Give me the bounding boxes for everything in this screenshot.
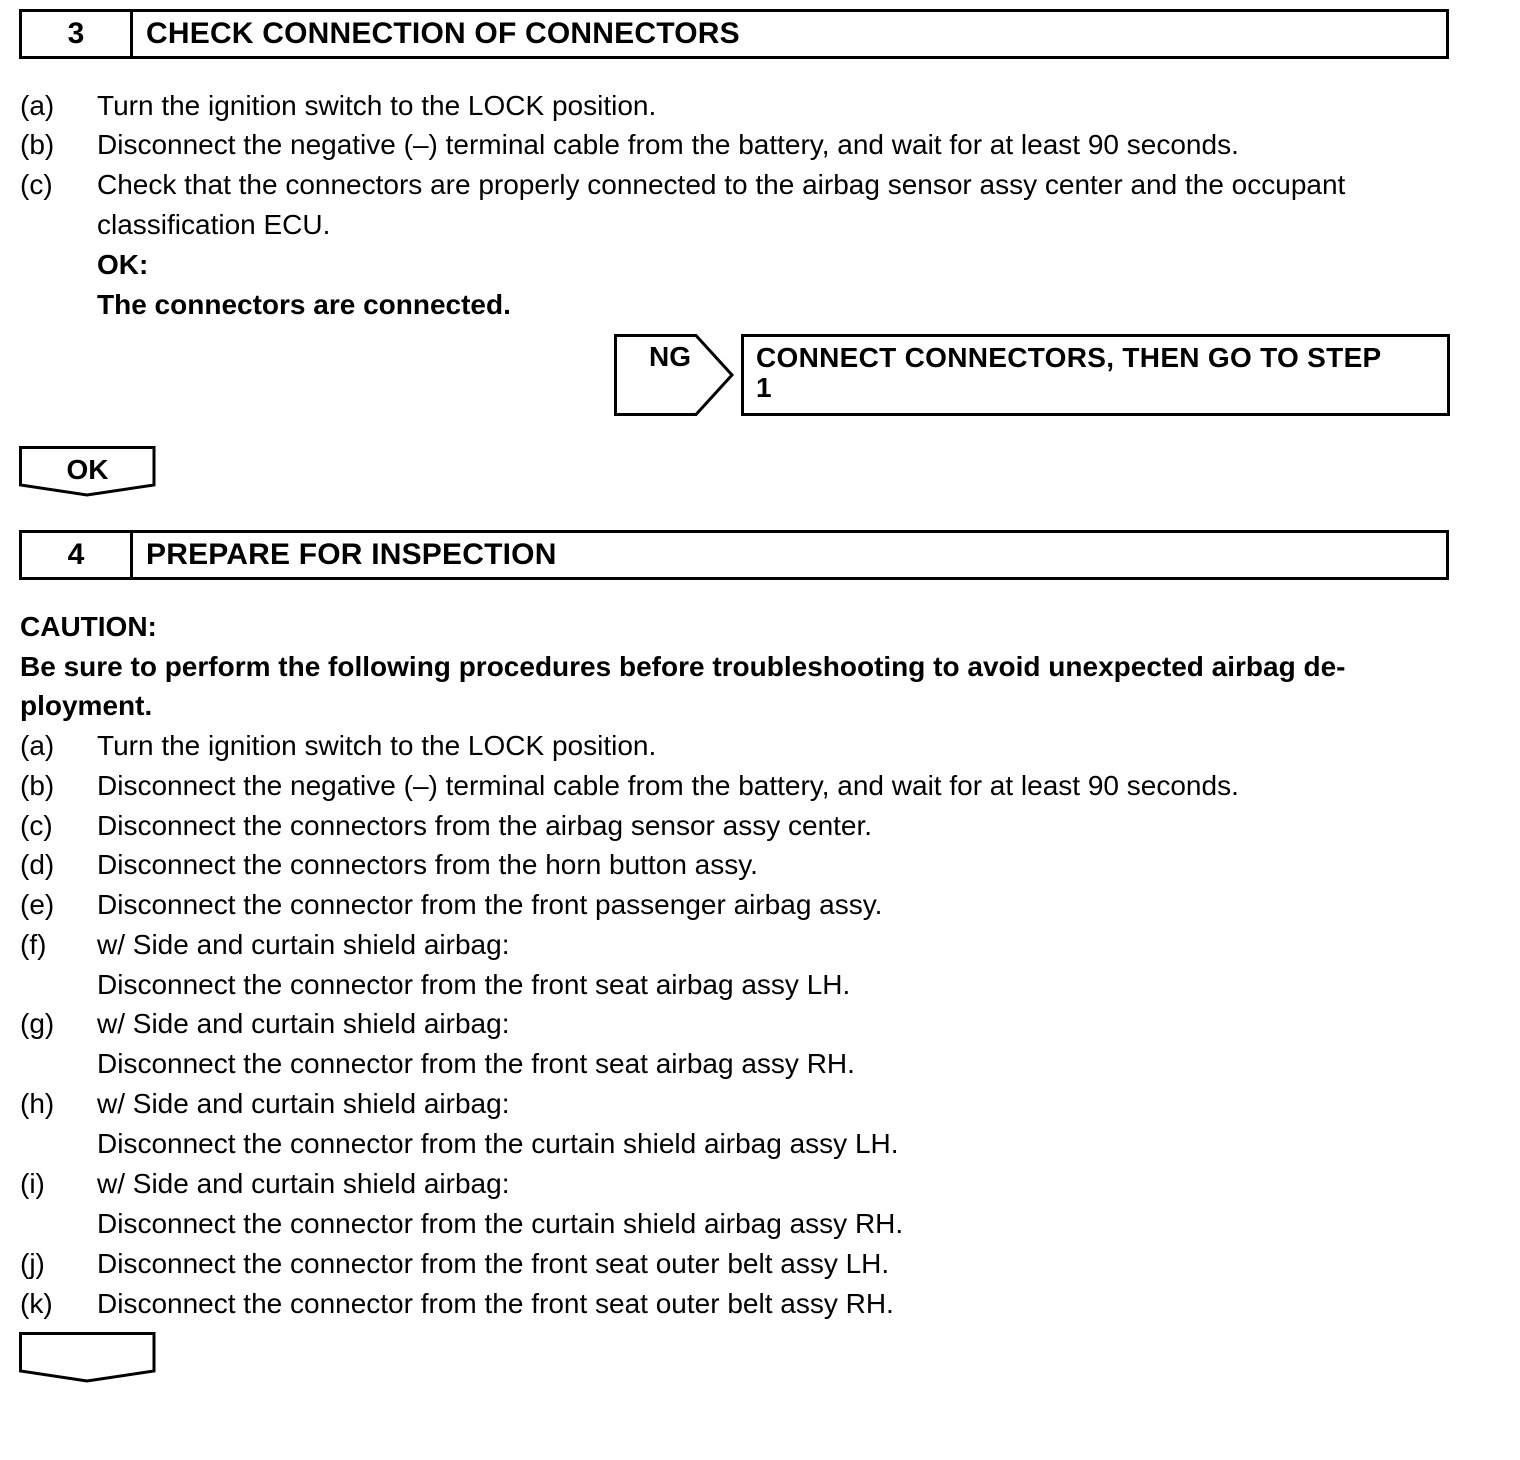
item-text: Disconnect the connectors from the horn button assy. — [97, 849, 758, 880]
step-4-header — [19, 530, 1449, 580]
item-text: Disconnect the connector from the front seat outer belt assy LH. — [97, 1248, 890, 1279]
item-label: (i) — [20, 1168, 45, 1199]
ng-tag: NG — [649, 341, 691, 372]
item-label: (k) — [20, 1288, 53, 1319]
item-text: Disconnect the connector from the front passenger airbag assy. — [97, 889, 883, 920]
item-text: w/ Side and curtain shield airbag: — [97, 1168, 510, 1199]
item-label: (j) — [20, 1248, 45, 1279]
ng-action-line: 1 — [756, 372, 772, 403]
item-text: Disconnect the negative (–) terminal cable from the battery, and wait for at least 90 seconds. — [97, 129, 1239, 160]
caution-text: Be sure to perform the following procedures before troubleshooting to avoid unexpected airbag de- — [20, 651, 1346, 682]
item-text: w/ Side and curtain shield airbag: — [97, 1008, 510, 1039]
ok-arrow-label: OK — [66, 454, 109, 485]
item-text-continued: classification ECU. — [97, 209, 331, 240]
item-text: w/ Side and curtain shield airbag: — [97, 1088, 510, 1119]
item-text: w/ Side and curtain shield airbag: — [97, 929, 510, 960]
item-label: (c) — [20, 810, 53, 841]
item-label: (a) — [20, 730, 55, 761]
ng-action-line: CONNECT CONNECTORS, THEN GO TO STEP — [756, 342, 1382, 373]
item-label: (c) — [20, 169, 53, 200]
ng-action-box — [741, 334, 1450, 416]
caution-text: ployment. — [20, 690, 153, 721]
next-down-arrow-icon — [19, 1332, 156, 1384]
item-text: Turn the ignition switch to the LOCK position. — [97, 90, 657, 121]
item-text: Turn the ignition switch to the LOCK position. — [97, 730, 657, 761]
item-label: (e) — [20, 889, 55, 920]
item-label: (b) — [20, 129, 55, 160]
step-number: 4 — [22, 533, 133, 577]
item-label: (f) — [20, 929, 47, 960]
item-label: (h) — [20, 1088, 55, 1119]
item-text: Disconnect the connector from the front seat outer belt assy RH. — [97, 1288, 894, 1319]
step-title: CHECK CONNECTION OF CONNECTORS — [146, 17, 740, 50]
item-text-continued: Disconnect the connector from the curtain shield airbag assy RH. — [97, 1208, 904, 1239]
step-3-header — [19, 9, 1449, 59]
ok-label: OK: — [97, 249, 149, 280]
item-label: (g) — [20, 1008, 55, 1039]
item-text-continued: Disconnect the connector from the curtain shield airbag assy LH. — [97, 1128, 899, 1159]
item-text-continued: Disconnect the connector from the front seat airbag assy RH. — [97, 1048, 855, 1079]
item-text: Disconnect the connectors from the airbag sensor assy center. — [97, 810, 873, 841]
item-text: Disconnect the negative (–) terminal cable from the battery, and wait for at least 90 seconds. — [97, 770, 1239, 801]
step-title: PREPARE FOR INSPECTION — [146, 538, 557, 571]
item-text-continued: Disconnect the connector from the front seat airbag assy LH. — [97, 969, 851, 1000]
ok-condition: The connectors are connected. — [97, 289, 511, 320]
caution-label: CAUTION: — [20, 611, 157, 642]
item-label: (b) — [20, 770, 55, 801]
item-label: (d) — [20, 849, 55, 880]
item-text: Check that the connectors are properly connected to the airbag sensor assy center and the occupant — [97, 169, 1346, 200]
item-label: (a) — [20, 90, 55, 121]
step-number: 3 — [22, 12, 133, 56]
